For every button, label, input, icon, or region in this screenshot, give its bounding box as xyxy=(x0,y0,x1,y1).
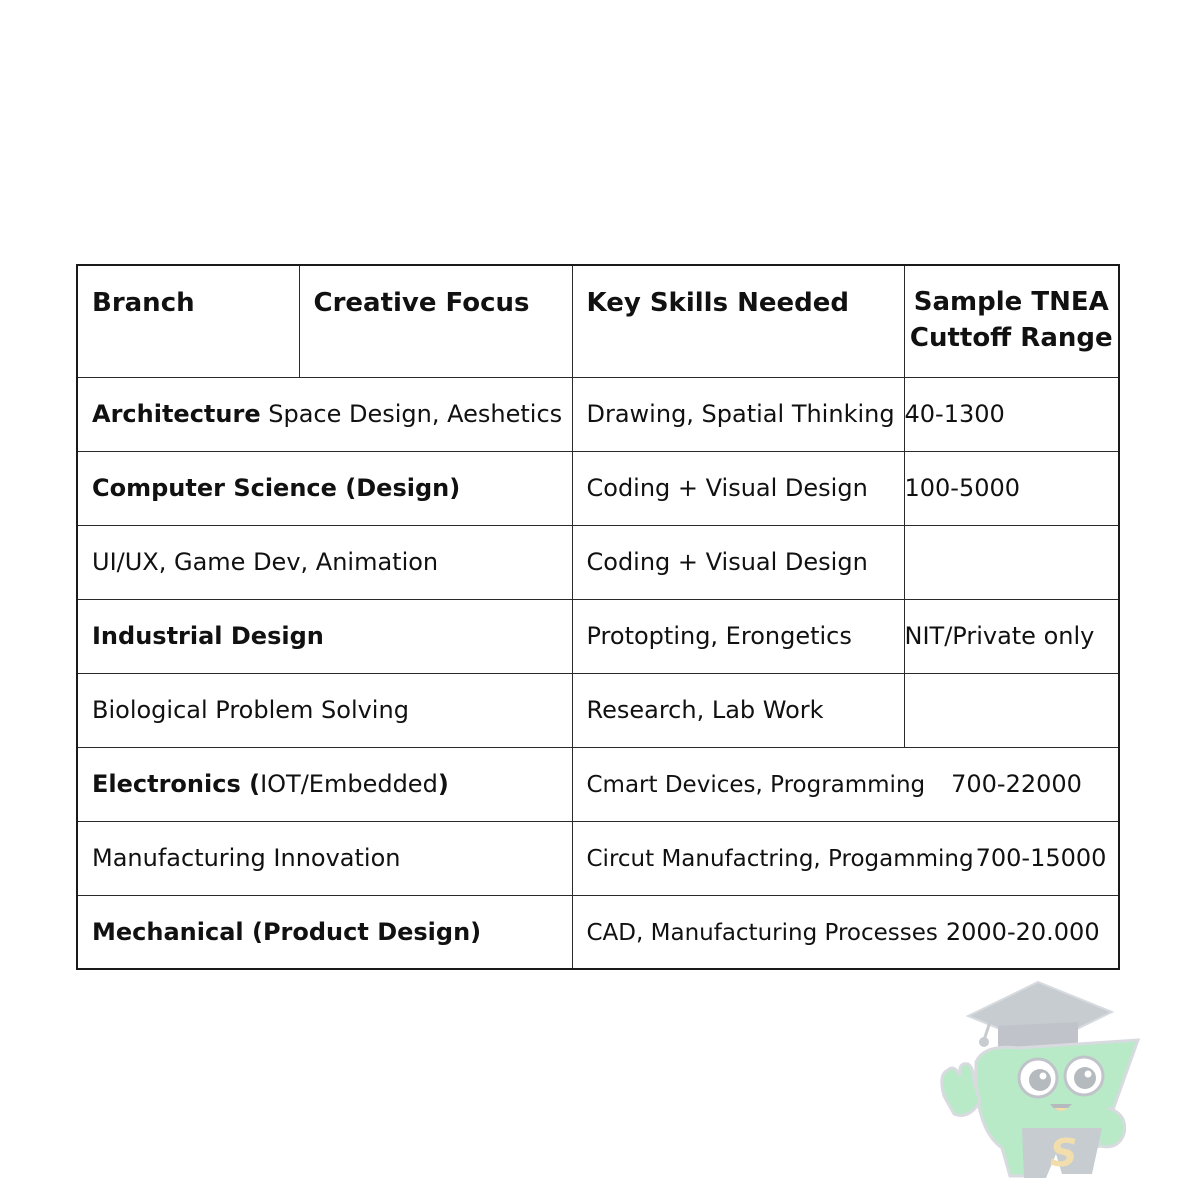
skills-cell: Coding + Visual Design xyxy=(572,451,904,525)
skills-range-cell xyxy=(572,895,1119,969)
branch-cell xyxy=(77,599,572,673)
table-header-row xyxy=(77,265,1119,377)
skills-cell: Protopting, Erongetics xyxy=(572,599,904,673)
skills-range-cell xyxy=(572,821,1119,895)
table-row xyxy=(77,377,1119,451)
branch-cell: Biological Problem Solving xyxy=(77,673,572,747)
header-cutoff-range xyxy=(904,265,1119,377)
skills-cell: Drawing, Spatial Thinking xyxy=(572,377,904,451)
table-row xyxy=(77,599,1119,673)
branch-name: Industrial Design xyxy=(92,622,324,650)
skills-text: Circut Manufactring, Progamming xyxy=(586,846,974,872)
skills-range-cell xyxy=(572,747,1119,821)
skills-cell: Research, Lab Work xyxy=(572,673,904,747)
range-text: 2000-20.000 xyxy=(945,917,1100,946)
header-cutoff-line2: Cuttoff Range xyxy=(909,323,1113,353)
range-cell: NIT/Private only xyxy=(904,599,1119,673)
header-key-skills: Key Skills Needed xyxy=(572,265,904,377)
paren-open: ( xyxy=(240,770,261,798)
table-row xyxy=(77,673,1119,747)
skills-cell: Coding + Visual Design xyxy=(572,525,904,599)
comparison-table-container xyxy=(76,264,1118,968)
branch-name: Mechanical (Product Design) xyxy=(92,917,482,946)
header-cutoff-line1: Sample TNEA xyxy=(913,287,1109,317)
paren-close: ) xyxy=(437,770,449,798)
header-branch: Branch xyxy=(77,265,299,377)
branch-cell xyxy=(77,747,572,821)
table-row xyxy=(77,895,1119,969)
table-row xyxy=(77,821,1119,895)
branch-name: Computer Science (Design) xyxy=(92,474,461,502)
badge-letter: S xyxy=(1050,1131,1078,1175)
branch-name: Electronics xyxy=(92,770,241,798)
header-creative-focus: Creative Focus xyxy=(299,265,572,377)
branch-cell xyxy=(77,377,572,451)
branch-cell: UI/UX, Game Dev, Animation xyxy=(77,525,572,599)
table-row xyxy=(77,747,1119,821)
range-cell: 100-5000 xyxy=(904,451,1119,525)
branch-cell: Manufacturing Innovation xyxy=(77,821,572,895)
branch-name: Architecture xyxy=(92,400,261,428)
graduation-mascot-icon xyxy=(928,978,1148,1198)
branch-cell xyxy=(77,895,572,969)
skills-text: Cmart Devices, Programming xyxy=(586,772,926,798)
table-row xyxy=(77,451,1119,525)
branch-comparison-table xyxy=(76,264,1120,970)
branch-cell xyxy=(77,451,572,525)
range-cell xyxy=(904,673,1119,747)
table-row xyxy=(77,525,1119,599)
creative-focus: Space Design, Aeshetics xyxy=(260,400,563,428)
range-text: 700-22000 xyxy=(951,770,1082,798)
range-cell xyxy=(904,525,1119,599)
range-cell: 40-1300 xyxy=(904,377,1119,451)
branch-subtitle: IOT/Embedded xyxy=(260,770,438,798)
skills-text: CAD, Manufacturing Processes xyxy=(586,919,938,946)
range-text: 700-15000 xyxy=(975,844,1107,872)
